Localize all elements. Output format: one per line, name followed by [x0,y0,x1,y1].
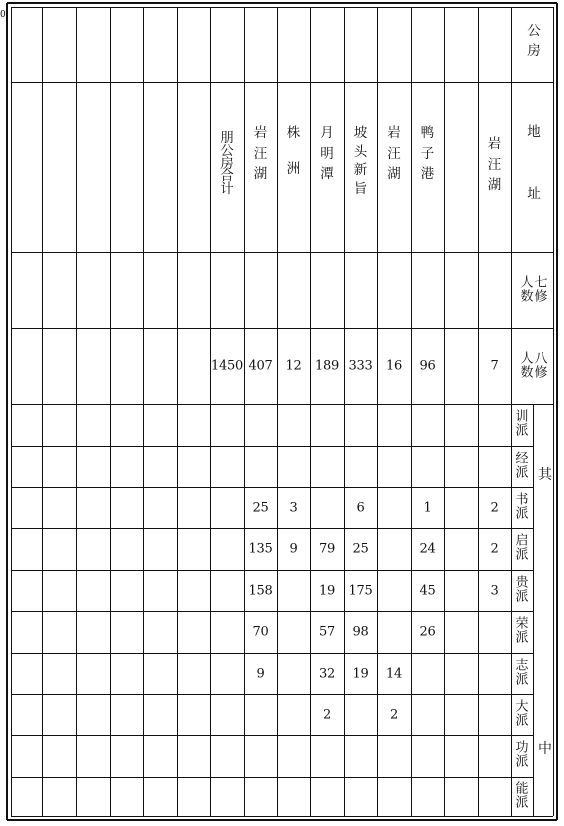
row-rule [11,446,533,447]
baxiu-value: 189 [315,358,339,374]
column-rule [42,7,43,816]
baxiu-value: 407 [248,358,273,374]
character: 房 [527,42,541,59]
baxiu-value: 7 [490,358,499,374]
column-rule [143,7,144,816]
character: 岩 [253,125,268,141]
character: 派 [515,631,529,646]
character: 新 [353,162,368,178]
section-label-qi: 其 [538,467,552,483]
character: 修 [534,365,548,380]
column-address [354,127,368,196]
branch-label [515,493,528,522]
column-rule [377,7,378,816]
character: 派 [515,589,529,605]
character: 能 [515,781,529,797]
branch-value: 19 [319,583,335,598]
branch-value: 2 [390,707,398,722]
branch-label [515,618,528,647]
row-rule [11,404,553,405]
character: 旨 [353,180,368,197]
character: 计 [220,181,234,198]
character: 派 [515,795,529,811]
character: 岩 [387,125,401,141]
branch-value: 98 [352,624,369,640]
column-rule [76,7,77,816]
character: 派 [515,506,529,522]
border-right [556,3,558,820]
character: 派 [515,548,529,563]
character: 七 [534,275,548,291]
character: 派 [515,713,529,729]
row-rule [11,653,533,654]
baxiu-value: 96 [419,358,436,374]
column-rule [344,7,345,816]
branch-value: 25 [252,500,269,515]
column-rule [210,7,211,816]
branch-label [515,659,528,688]
row-rule [11,528,533,529]
branch-value: 6 [356,500,365,515]
baxiu-value: 333 [348,358,373,374]
character: 子 [420,145,435,162]
branch-value: 19 [352,666,369,681]
character: 岩 [487,136,502,152]
branch-value: 9 [256,666,265,681]
character: 合 [220,168,234,185]
row-rule [11,570,533,571]
column-rule [444,7,445,816]
baxiu-value: 12 [285,358,302,374]
character: 月 [320,125,334,141]
character: 坡 [353,125,368,141]
branch-value: 14 [386,666,402,681]
column-rule [411,7,412,816]
column-rule [310,7,311,816]
header-column-text [535,276,548,303]
character: 湖 [487,177,502,193]
character: 房 [220,155,234,172]
inner-border-right [553,7,554,816]
character: 八 [534,351,548,367]
character: 启 [515,533,529,549]
header-qixiu [520,276,547,303]
character: 公 [527,23,541,39]
header-column-text [520,276,533,303]
row-rule [11,82,553,83]
character: 汪 [487,156,502,173]
branch-value: 9 [289,541,298,557]
row-rule [11,252,553,253]
character: 功 [515,740,529,756]
row-rule [11,777,533,778]
branch-value: 70 [252,624,269,640]
character: 荣 [515,616,529,632]
header-column-text [535,352,548,379]
character: 贵 [515,575,529,591]
header-baxiu [520,352,547,379]
branch-value: 1 [423,500,432,515]
branch-label [515,576,528,605]
branch-value: 24 [419,541,436,557]
branch-value: 2 [490,500,499,515]
branch-value: 2 [490,541,499,557]
branch-label [515,782,528,811]
character: 潭 [320,166,334,182]
branch-value: 3 [490,583,499,598]
character: 朋 [220,130,234,146]
branch-value: 175 [348,583,373,598]
branch-label [515,535,528,564]
inner-border-top [11,7,553,8]
branch-value: 158 [248,583,273,598]
character: 经 [515,451,529,467]
character: 洲 [286,160,301,177]
character: 数 [520,289,534,304]
character: 汪 [387,145,401,162]
column-rule [244,7,245,816]
character: 派 [515,672,529,688]
row-rule [11,328,553,329]
character: 湖 [387,166,401,182]
character: 书 [515,492,529,508]
border-left [6,3,8,820]
column-address [488,138,502,193]
branch-label [515,411,528,440]
character: 人 [520,275,534,291]
column-rule [511,7,512,816]
header-dizhi [527,126,541,201]
character: 港 [420,166,435,182]
branch-value: 32 [319,666,335,681]
branch-value: 3 [289,500,298,515]
character: 训 [515,409,529,425]
character: 修 [534,289,548,304]
column-address [421,127,435,182]
branch-value: 57 [319,624,335,640]
section-label-zhong: 中 [538,741,552,757]
row-rule [11,487,533,488]
character: 派 [515,424,529,439]
branch-value: 2 [323,707,331,722]
column-rule [277,7,278,816]
character: 明 [320,145,334,162]
character: 派 [515,755,529,770]
branch-value: 26 [419,624,436,640]
character: 数 [520,365,534,380]
branch-label [515,700,528,729]
border-top [7,2,557,4]
row-rule [11,611,533,612]
header-gongfang [527,25,541,58]
inner-border-bottom [11,816,553,817]
column-rule [478,7,479,816]
character: 汪 [253,145,268,162]
branch-label [515,452,528,481]
branch-value: 79 [319,541,335,557]
branch-value: 135 [248,541,273,557]
baxiu-value: 16 [386,358,402,374]
column-address [320,127,334,182]
column-address [387,127,401,182]
branch-label [515,742,528,771]
character: 址 [527,185,541,202]
character: 人 [520,351,534,367]
column-address [220,132,234,196]
column-address [254,127,268,182]
character: 志 [515,658,529,674]
character: 派 [515,465,529,481]
character: 头 [353,143,368,160]
character: 大 [515,699,529,715]
inner-border-left [11,7,12,816]
header-column-text [520,352,533,379]
branch-value: 25 [352,541,369,557]
row-rule [11,735,533,736]
corner-mark: 0 [0,10,6,20]
column-address [287,127,301,176]
character: 公 [220,142,234,159]
border-bottom [7,819,557,821]
character: 湖 [253,166,268,182]
column-rule [110,7,111,816]
character: 鸭 [420,125,435,141]
character: 地 [527,124,541,140]
branch-value: 45 [419,583,436,598]
section-divider [533,404,534,816]
row-rule [11,694,533,695]
baxiu-value: 1450 [211,358,243,374]
character: 株 [286,125,301,141]
column-rule [177,7,178,816]
